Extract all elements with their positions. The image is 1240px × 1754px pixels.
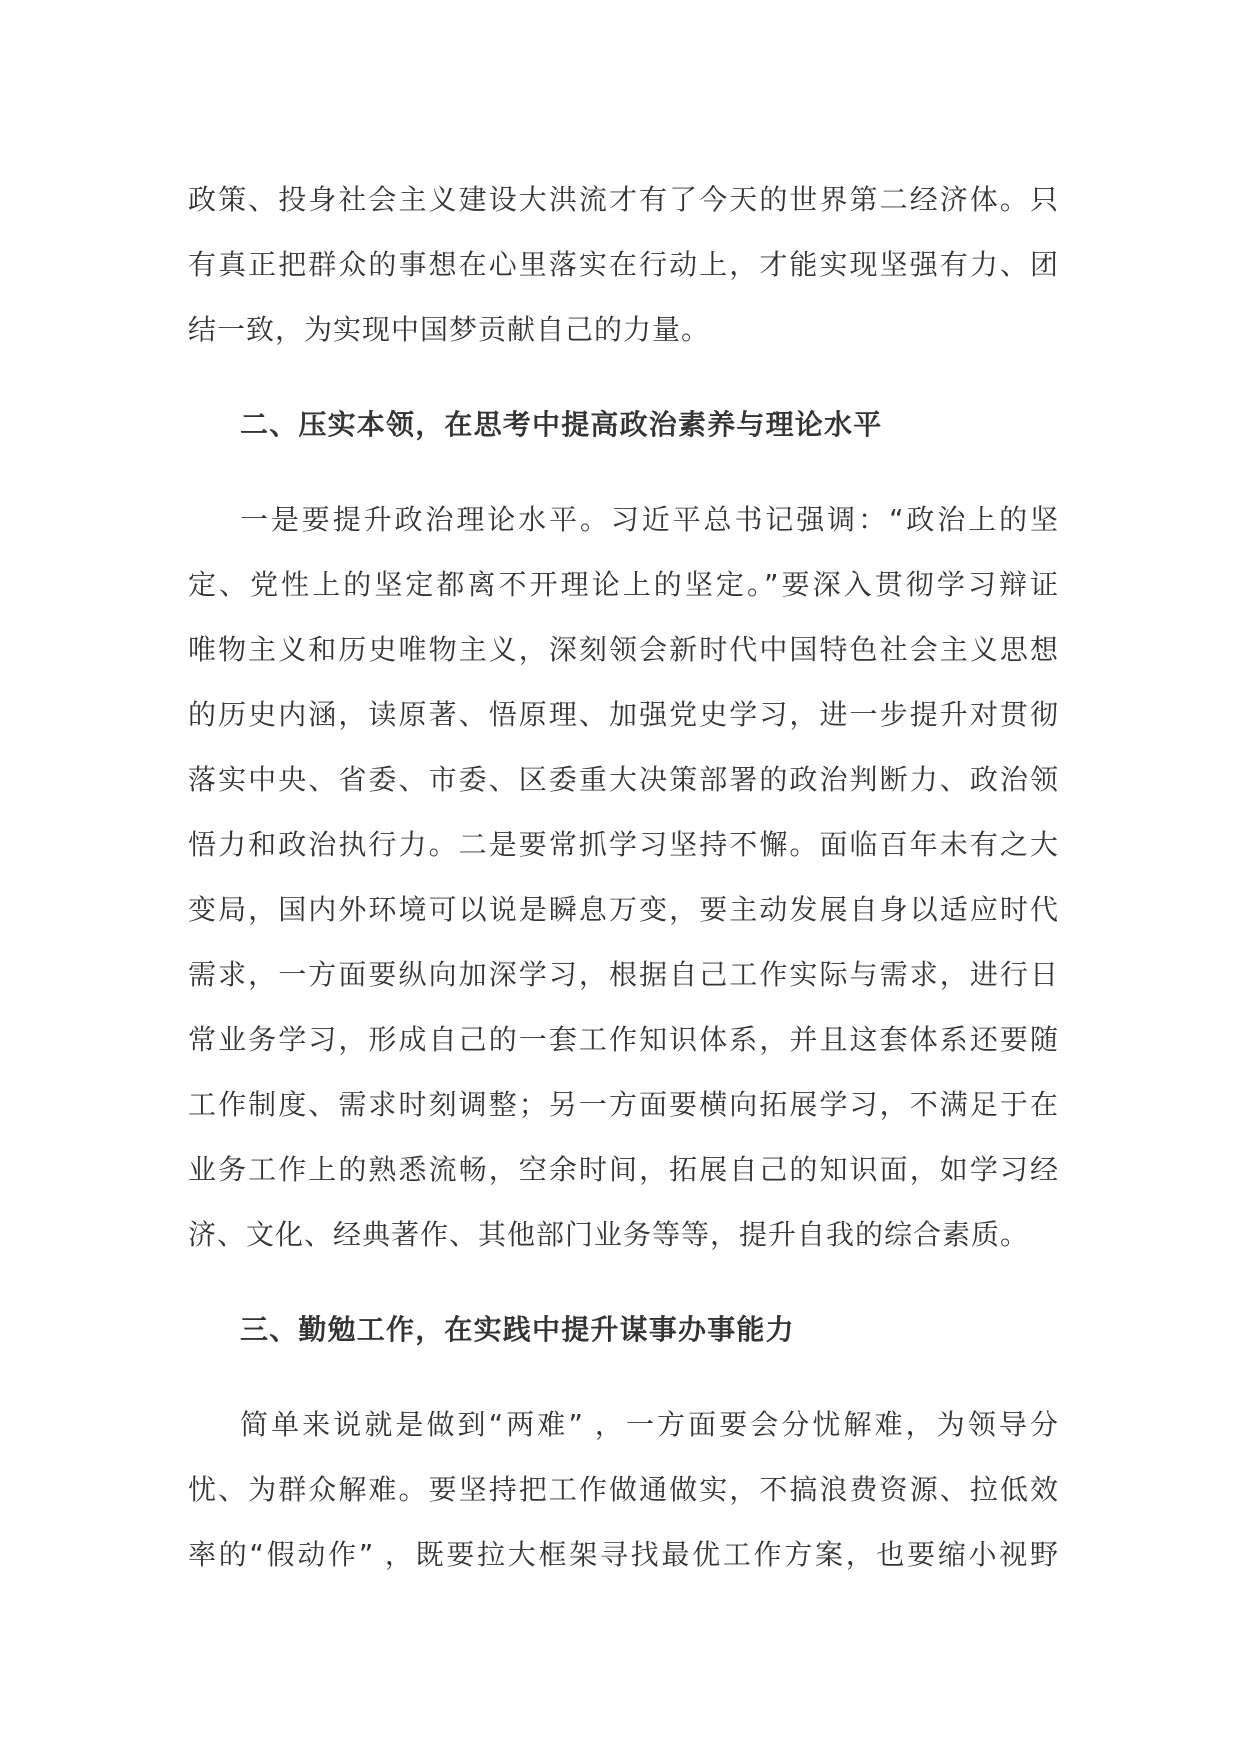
paragraph-line: 忧、为群众解难。要坚持把工作做通做实，不搞浪费资源、拉低效 xyxy=(188,1473,1058,1506)
paragraph-line: 政策、投身社会主义建设大洪流才有了今天的世界第二经济体。只 xyxy=(188,183,1058,216)
body-paragraph-1 xyxy=(188,167,1058,362)
paragraph-line: 唯物主义和历史唯物主义，深刻领会新时代中国特色社会主义思想 xyxy=(188,633,1058,666)
paragraph-line: 率的“假动作” ，既要拉大框架寻找最优工作方案，也要缩小视野 xyxy=(188,1538,1058,1571)
section-heading-2: 二、压实本领，在思考中提高政治素养与理论水平 xyxy=(240,408,883,441)
body-paragraph-3 xyxy=(188,1392,1058,1587)
paragraph-line: 有真正把群众的事想在心里落实在行动上，才能实现坚强有力、团 xyxy=(188,248,1058,281)
paragraph-line: 落实中央、省委、市委、区委重大决策部署的政治判断力、政治领 xyxy=(188,763,1058,796)
body-paragraph-2 xyxy=(188,487,1058,1267)
paragraph-line: 常业务学习，形成自己的一套工作知识体系，并且这套体系还要随 xyxy=(188,1023,1058,1056)
paragraph-line: 一是要提升政治理论水平。习近平总书记强调：“政治上的坚 xyxy=(240,503,1058,536)
section-heading-3: 三、勤勉工作，在实践中提升谋事办事能力 xyxy=(240,1313,795,1346)
paragraph-line: 结一致，为实现中国梦贡献自己的力量。 xyxy=(188,313,711,346)
paragraph-line: 的历史内涵，读原著、悟原理、加强党史学习，进一步提升对贯彻 xyxy=(188,698,1058,731)
paragraph-line: 悟力和政治执行力。二是要常抓学习坚持不懈。面临百年未有之大 xyxy=(188,828,1058,861)
paragraph-line: 需求，一方面要纵向加深学习，根据自己工作实际与需求，进行日 xyxy=(188,958,1058,991)
paragraph-line: 业务工作上的熟悉流畅，空余时间，拓展自己的知识面，如学习经 xyxy=(188,1153,1058,1186)
paragraph-line: 济、文化、经典著作、其他部门业务等等，提升自我的综合素质。 xyxy=(188,1218,1030,1251)
paragraph-line: 工作制度、需求时刻调整；另一方面要横向拓展学习，不满足于在 xyxy=(188,1088,1058,1121)
paragraph-line: 变局，国内外环境可以说是瞬息万变，要主动发展自身以适应时代 xyxy=(188,893,1058,926)
paragraph-line: 简单来说就是做到“两难” ，一方面要会分忧解难，为领导分 xyxy=(240,1408,1058,1441)
document-body xyxy=(188,167,1058,1587)
paragraph-line: 定、党性上的坚定都离不开理论上的坚定。”要深入贯彻学习辩证 xyxy=(188,568,1058,601)
